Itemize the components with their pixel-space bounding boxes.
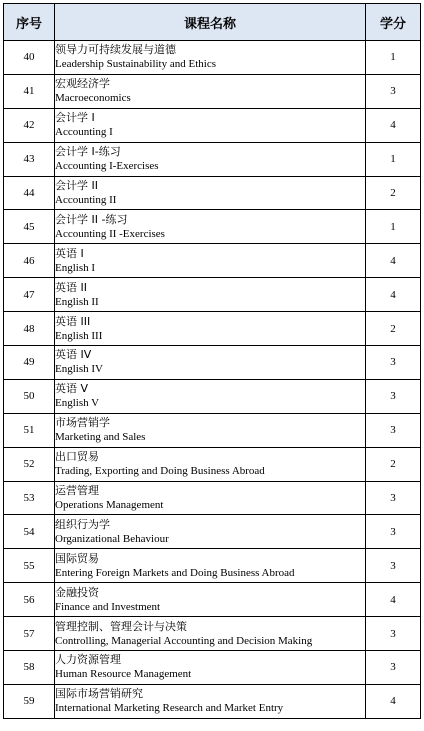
- course-number: 54: [4, 515, 55, 549]
- table-row: [4, 379, 421, 413]
- course-name-chinese: 运营管理: [55, 484, 99, 498]
- course-name-chinese: 国际贸易: [55, 551, 99, 565]
- course-name-cell: [55, 413, 366, 447]
- table-row: [4, 684, 421, 718]
- course-name-chinese: 组织行为学: [55, 517, 110, 531]
- course-credit: 1: [366, 210, 421, 244]
- course-credit: 1: [366, 41, 421, 75]
- course-name-cell: [55, 312, 366, 346]
- course-name-cell: [55, 481, 366, 515]
- course-name-chinese: 宏观经济学: [55, 77, 110, 91]
- course-name-chinese: 英语 IV: [55, 348, 92, 362]
- course-name-cell: [55, 41, 366, 75]
- course-name-chinese: 金融投资: [55, 585, 99, 599]
- course-name-english: Operations Management: [55, 499, 164, 512]
- course-credit: 3: [366, 379, 421, 413]
- course-name-english: Marketing and Sales: [55, 431, 146, 444]
- course-name-cell: [55, 108, 366, 142]
- course-table: [3, 3, 421, 719]
- course-name-english: Accounting II -Exercises: [55, 227, 165, 240]
- course-credit: 3: [366, 515, 421, 549]
- table-row: [4, 515, 421, 549]
- course-name-chinese: 英语 V: [55, 382, 89, 396]
- table-row: [4, 447, 421, 481]
- course-number: 44: [4, 176, 55, 210]
- course-name-chinese: 管理控制、管理会计与决策: [55, 619, 187, 633]
- course-name-chinese: 会计学 II -练习: [55, 212, 128, 226]
- table-row: [4, 346, 421, 380]
- course-credit: 3: [366, 346, 421, 380]
- course-credit: 2: [366, 447, 421, 481]
- course-name-english: English II: [55, 295, 99, 308]
- course-number: 42: [4, 108, 55, 142]
- course-credit: 4: [366, 684, 421, 718]
- table-row: [4, 210, 421, 244]
- course-name-cell: [55, 379, 366, 413]
- table-row: [4, 41, 421, 75]
- course-name-english: Accounting II: [55, 194, 117, 206]
- course-name-chinese: 人力资源管理: [55, 653, 121, 667]
- course-name-english: Human Resource Management: [55, 668, 192, 681]
- course-credit: 4: [366, 108, 421, 142]
- course-name-cell: [55, 346, 366, 380]
- course-name-english: English IV: [55, 363, 103, 376]
- course-number: 57: [4, 617, 55, 651]
- course-name-cell: [55, 651, 366, 685]
- course-name-chinese: 会计学 I: [55, 111, 95, 125]
- course-name-cell: [55, 278, 366, 312]
- course-number: 53: [4, 481, 55, 515]
- course-number: 41: [4, 74, 55, 108]
- course-name-english: English III: [55, 329, 103, 342]
- header-course-name: 课程名称: [55, 4, 366, 41]
- header-credit: 学分: [366, 4, 421, 41]
- course-name-english: Finance and Investment: [55, 600, 161, 613]
- course-name-cell: [55, 515, 366, 549]
- table-row: [4, 481, 421, 515]
- course-name-cell: [55, 244, 366, 278]
- course-name-chinese: 英语 I: [55, 246, 84, 260]
- course-name-chinese: 市场营销学: [55, 416, 110, 430]
- course-number: 58: [4, 651, 55, 685]
- course-name-english: Trading, Exporting and Doing Business Abroad: [55, 465, 265, 478]
- course-name-chinese: 领导力可持续发展与道德: [55, 43, 176, 57]
- table-row: [4, 413, 421, 447]
- header-no: 序号: [4, 4, 55, 41]
- course-name-english: Accounting I: [55, 126, 113, 139]
- course-name-chinese: 会计学 II: [55, 179, 98, 192]
- course-number: 40: [4, 41, 55, 75]
- course-credit: 3: [366, 74, 421, 108]
- course-name-cell: [55, 684, 366, 718]
- course-credit: 4: [366, 583, 421, 617]
- course-name-english: Organizational Behaviour: [55, 532, 169, 545]
- course-credit: 1: [366, 142, 421, 176]
- course-credit: 4: [366, 278, 421, 312]
- table-row: [4, 108, 421, 142]
- course-credit: 3: [366, 413, 421, 447]
- course-name-cell: [55, 447, 366, 481]
- table-row: [4, 244, 421, 278]
- table-body: [4, 41, 421, 719]
- course-number: 50: [4, 379, 55, 413]
- course-name-cell: [55, 583, 366, 617]
- table-row: [4, 278, 421, 312]
- course-name-cell: [55, 549, 366, 583]
- course-number: 51: [4, 413, 55, 447]
- course-number: 56: [4, 583, 55, 617]
- course-name-chinese: 英语 III: [55, 314, 91, 328]
- table-row: [4, 617, 421, 651]
- course-credit: 2: [366, 176, 421, 210]
- course-name-english: Entering Foreign Markets and Doing Business Abroad: [55, 566, 295, 579]
- course-name-english: Macroeconomics: [55, 92, 131, 105]
- course-number: 45: [4, 210, 55, 244]
- table-row: [4, 142, 421, 176]
- course-name-english: English V: [55, 397, 100, 410]
- course-name-english: Accounting I-Exercises: [55, 160, 159, 173]
- table-row: [4, 651, 421, 685]
- course-name-chinese: 出口贸易: [55, 450, 99, 464]
- course-name-cell: [55, 142, 366, 176]
- course-credit: 3: [366, 481, 421, 515]
- course-number: 47: [4, 278, 55, 312]
- course-credit: 3: [366, 617, 421, 651]
- course-name-cell: [55, 74, 366, 108]
- course-name-cell: [55, 210, 366, 244]
- course-name-chinese: 会计学 I-练习: [55, 145, 121, 159]
- course-name-cell: [55, 617, 366, 651]
- table-row: [4, 176, 421, 210]
- course-name-english: English I: [55, 261, 96, 274]
- course-name-chinese: 国际市场营销研究: [55, 687, 143, 701]
- course-credit: 4: [366, 244, 421, 278]
- course-number: 48: [4, 312, 55, 346]
- course-number: 49: [4, 346, 55, 380]
- course-number: 46: [4, 244, 55, 278]
- table-row: [4, 74, 421, 108]
- course-name-english: International Marketing Research and Market Entry: [55, 702, 284, 715]
- table-row: [4, 583, 421, 617]
- course-name-english: Leadership Sustainability and Ethics: [55, 58, 216, 71]
- course-credit: 3: [366, 651, 421, 685]
- course-number: 55: [4, 549, 55, 583]
- course-name-chinese: 英语 II: [55, 280, 87, 294]
- course-credit: 2: [366, 312, 421, 346]
- course-number: 52: [4, 447, 55, 481]
- table-header: [4, 4, 421, 41]
- table-row: [4, 549, 421, 583]
- course-name-english: Controlling, Managerial Accounting and Decision Making: [55, 634, 313, 647]
- course-name-cell: [55, 176, 366, 210]
- course-credit: 3: [366, 549, 421, 583]
- table-row: [4, 312, 421, 346]
- course-number: 43: [4, 142, 55, 176]
- header-row: [4, 4, 421, 41]
- course-number: 59: [4, 684, 55, 718]
